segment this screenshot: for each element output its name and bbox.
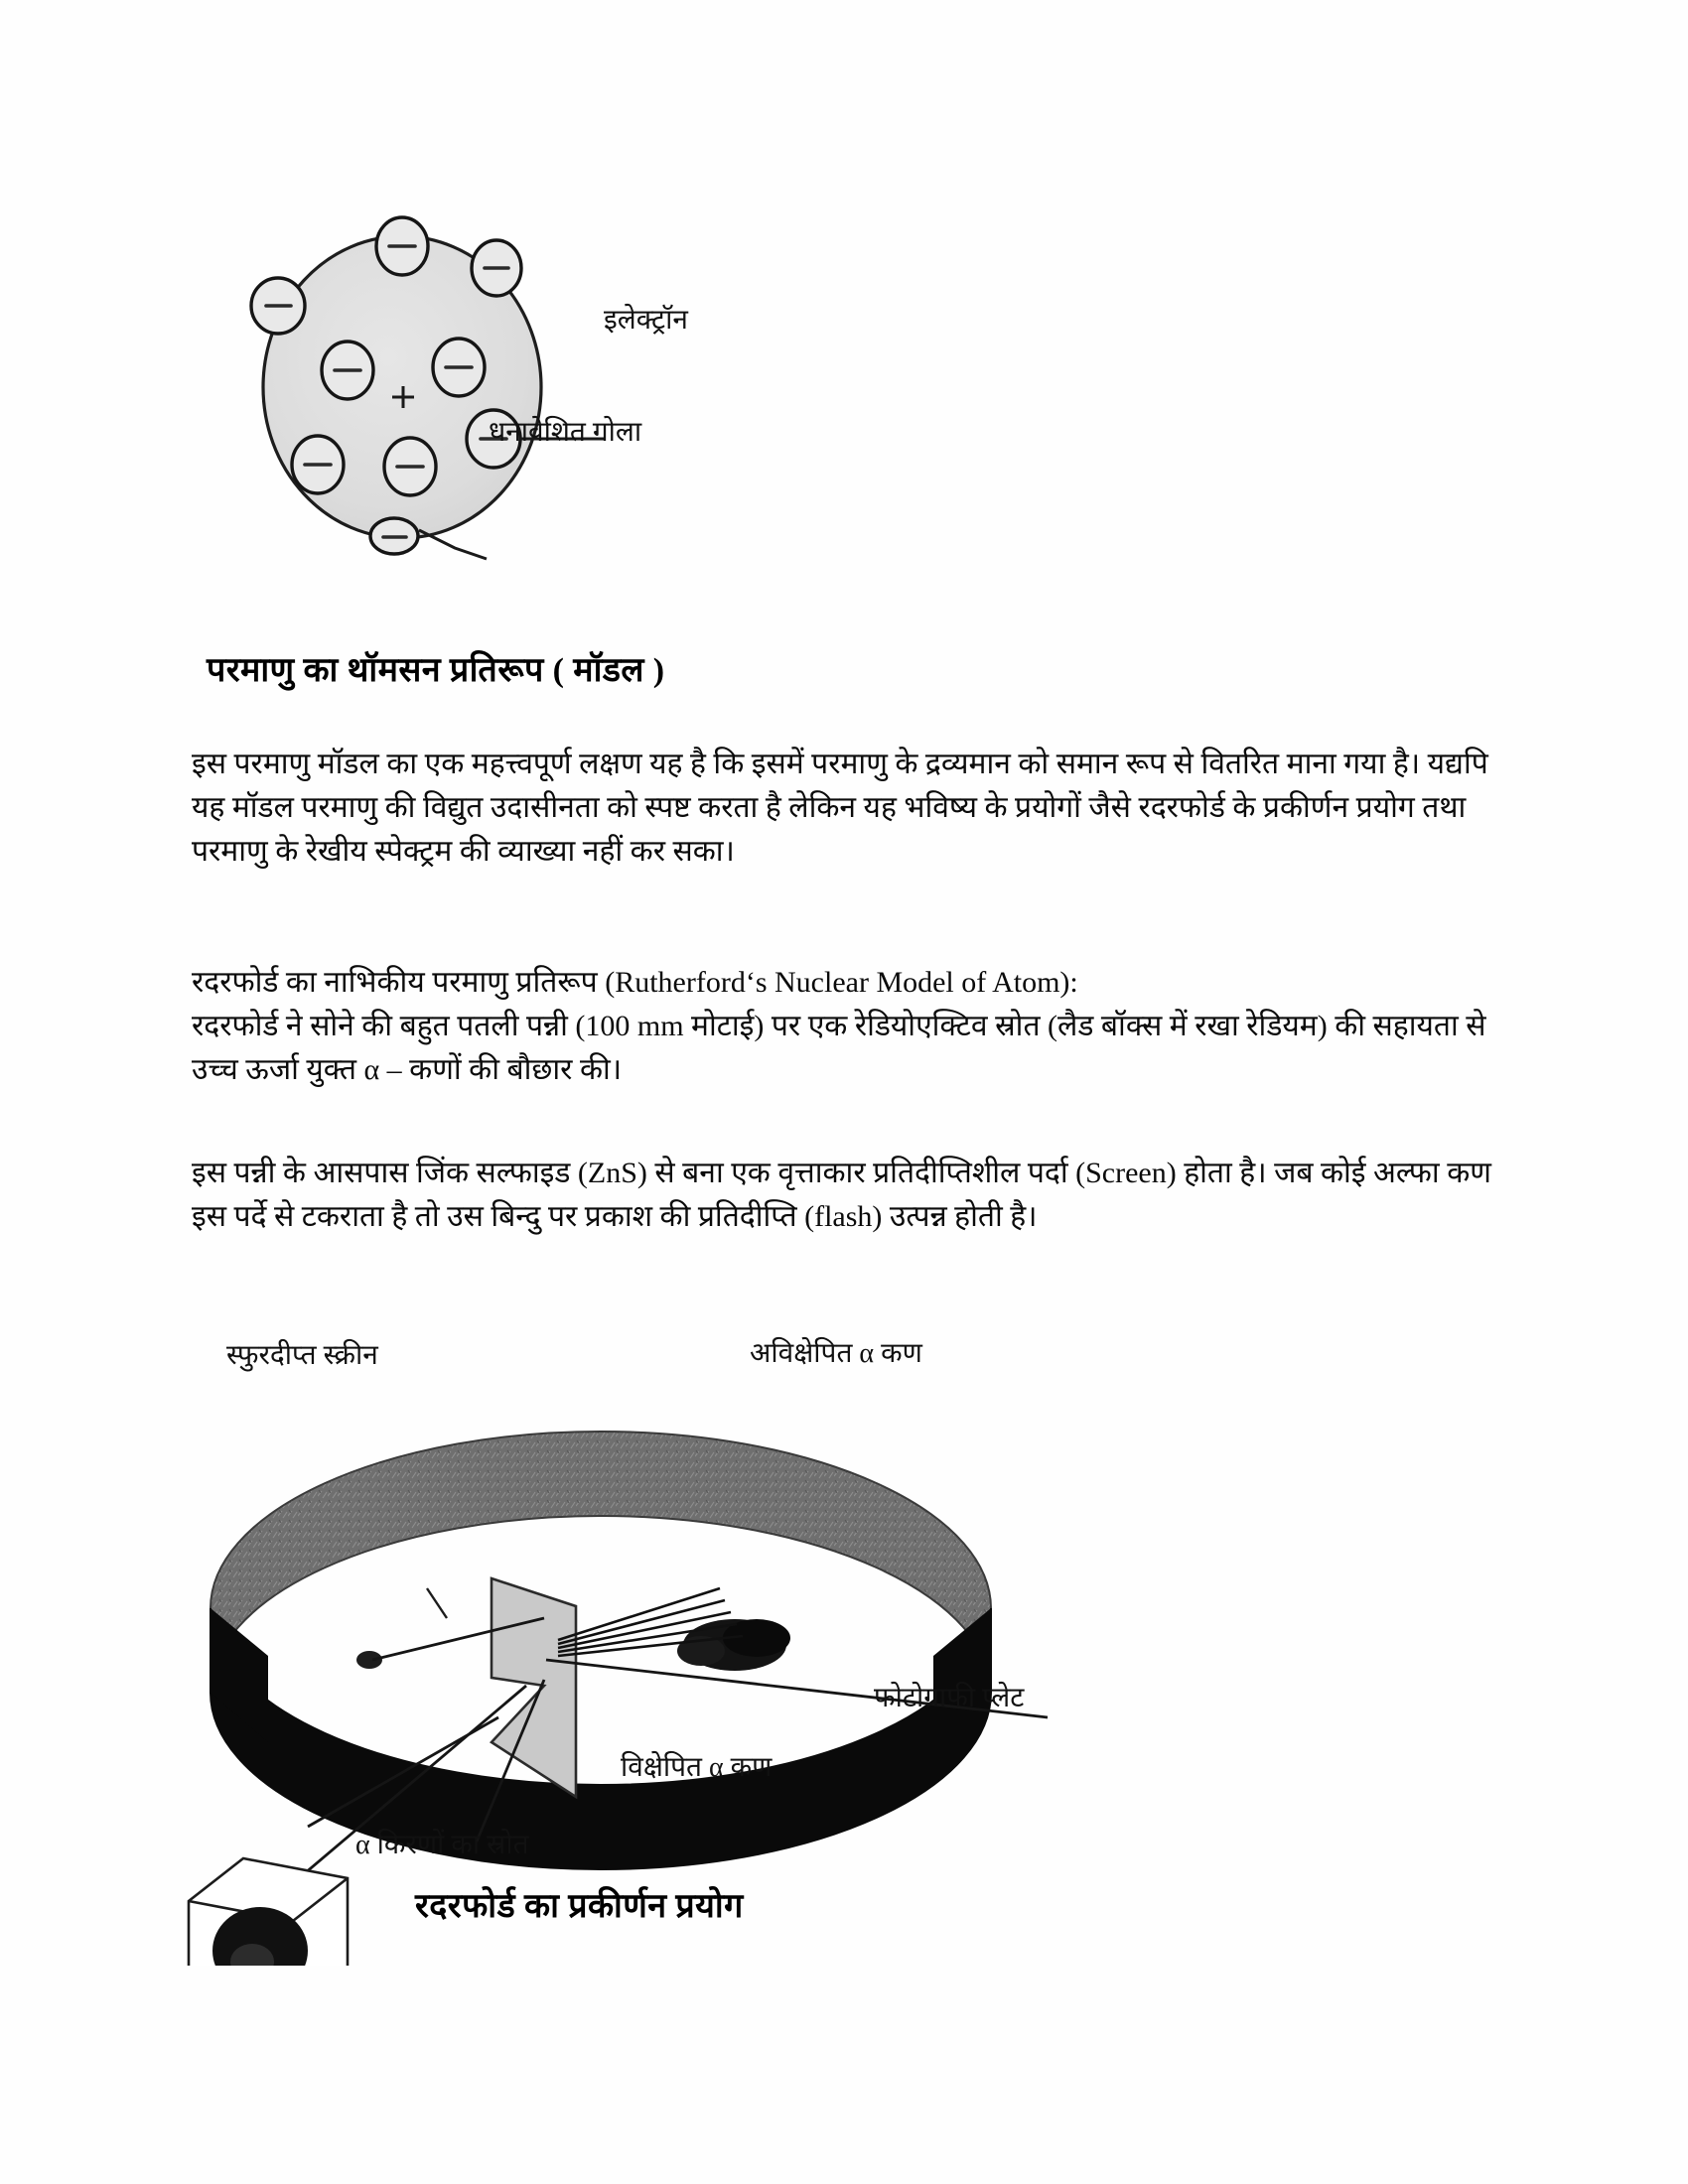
label-photographic-plate: फोटोग्राफी प्लेट [874,1683,1025,1713]
label-undeflected-alpha: अविक्षेपित α कण [750,1338,922,1369]
label-electron: इलेक्ट्रॉन [604,305,688,336]
paragraph-rutherford-model [192,961,1502,1092]
paragraph-thomson-limitations [192,743,1502,874]
photoplate-leader-line [427,1588,447,1618]
gold-foil [492,1578,576,1797]
rutherford-model-text: रदरफोर्ड ने सोने की बहुत पतली पन्नी (100 mm मोटाई) पर एक रेडियोएक्टिव स्रोत (लैड बॉक्स में रखा रेडियम) की सहायता से उच्च ऊर्जा युक्त α – कणों की बौछार की। [192,1010,1486,1086]
label-deflected-alpha: विक्षेपित α कण [621,1752,773,1783]
paragraph-zns-screen [192,1152,1502,1239]
thomson-model-figure [189,119,983,675]
rutherford-figure-caption: रदरफोर्ड का प्रकीर्णन प्रयोग [415,1888,744,1925]
paragraph-3-text: इस पन्नी के आसपास जिंक सल्फाइड (ZnS) से बना एक वृत्ताकार प्रतिदीप्तिशील पर्दा (Screen) होता है। जब कोई अल्फा कण इस पर्दे से टकराता है तो उस बिन्दु पर प्रकाश की प्रतिदीप्ति (flash) उत्पन्न होती है। [192,1157,1491,1233]
label-positive-sphere: धनावेशित गोला [489,417,642,448]
photographic-plate-band [211,1608,991,1869]
thomson-figure-caption: परमाणु का थॉमसन प्रतिरूप ( मॉडल ) [207,652,665,689]
paragraph-1-text: इस परमाणु मॉडल का एक महत्त्वपूर्ण लक्षण यह है कि इसमें परमाणु के द्रव्यमान को समान रूप से वितरित माना गया है। यद्यपि यह मॉडल परमाणु की विद्युत उदासीनता को स्पष्ट करता है लेकिन यह भविष्य के प्रयोगों जैसे रदरफोर्ड के प्रकीर्णन प्रयोग तथा परमाणु के रेखीय स्पेक्ट्रम की व्याख्या नहीं कर सका। [192,748,1488,868]
positive-sphere-leader-line [419,530,487,559]
rutherford-scattering-figure [149,1291,1241,1966]
label-fluorescent-screen: स्फुरदीप्त स्क्रीन [226,1340,378,1371]
deflected-flash-spot [356,1651,382,1669]
rutherford-model-heading: रदरफोर्ड का नाभिकीय परमाणु प्रतिरूप (Rutherford‘s Nuclear Model of Atom): [192,966,1078,999]
alpha-source-box [189,1858,348,1966]
undeflected-flash-spot [677,1619,790,1671]
label-alpha-source: α किरणों का स्रोत [355,1830,529,1860]
